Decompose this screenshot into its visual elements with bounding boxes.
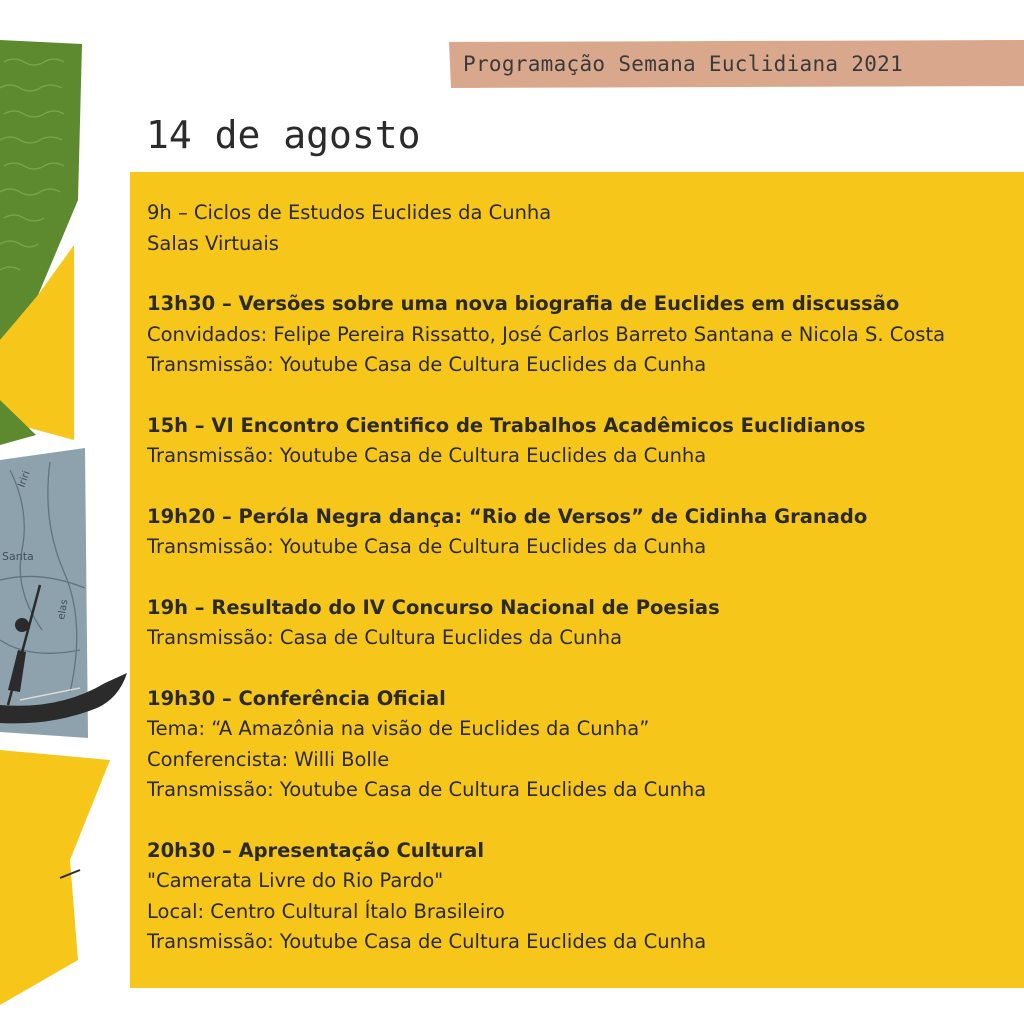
event-title: 9h – Ciclos de Estudos Euclides da Cunha [147,201,552,224]
event-detail: Conferencista: Willi Bolle [147,747,390,771]
svg-text:Iriri: Iriri [16,469,33,490]
schedule-event [147,198,1024,259]
schedule-event [147,836,1024,958]
event-title: 15h – VI Encontro Cientifico de Trabalhos Acadêmicos Euclidianos [147,413,866,437]
event-detail: Transmissão: Youtube Casa de Cultura Euclides da Cunha [147,930,707,953]
event-detail: Salas Virtuais [147,231,279,255]
event-detail: Local: Centro Cultural Ítalo Brasileiro [147,899,505,923]
header-title: Programação Semana Euclidiana 2021 [463,52,904,76]
schedule-event [147,684,1024,806]
schedule-event [147,502,1024,563]
date-heading: 14 de agosto [146,113,421,157]
event-detail: Tema: “A Amazônia na visão de Euclides da Cunha” [147,717,650,740]
event-detail: Transmissão: Youtube Casa de Cultura Euclides da Cunha [147,353,707,376]
event-title: 19h30 – Conferência Oficial [147,686,446,710]
schedule-event [147,289,1024,381]
event-title: 19h – Resultado do IV Concurso Nacional de Poesias [147,595,720,619]
event-title: 20h30 – Apresentação Cultural [147,838,485,862]
event-detail: Transmissão: Youtube Casa de Cultura Euclides da Cunha [147,444,707,467]
event-title: 19h20 – Peróla Negra dança: “Rio de Versos” de Cidinha Granado [147,504,868,528]
collage-decoration [0,0,130,1024]
event-detail: Transmissão: Youtube Casa de Cultura Euclides da Cunha [147,535,707,558]
event-detail: Transmissão: Casa de Cultura Euclides da Cunha [147,626,623,649]
event-detail: "Camerata Livre do Rio Pardo" [147,869,444,892]
yellow-shard-2 [0,750,110,1005]
svg-text:Santa: Santa [2,550,34,563]
schedule-event [147,593,1024,654]
event-title: 13h30 – Versões sobre uma nova biografia de Euclides em discussão [147,292,900,315]
schedule-panel [130,172,1024,988]
schedule-event [147,411,1024,472]
event-detail: Transmissão: Youtube Casa de Cultura Euclides da Cunha [147,778,707,801]
svg-text:elas: elas [56,598,71,621]
event-detail: Convidados: Felipe Pereira Rissatto, José Carlos Barreto Santana e Nicola S. Costa [147,322,946,346]
